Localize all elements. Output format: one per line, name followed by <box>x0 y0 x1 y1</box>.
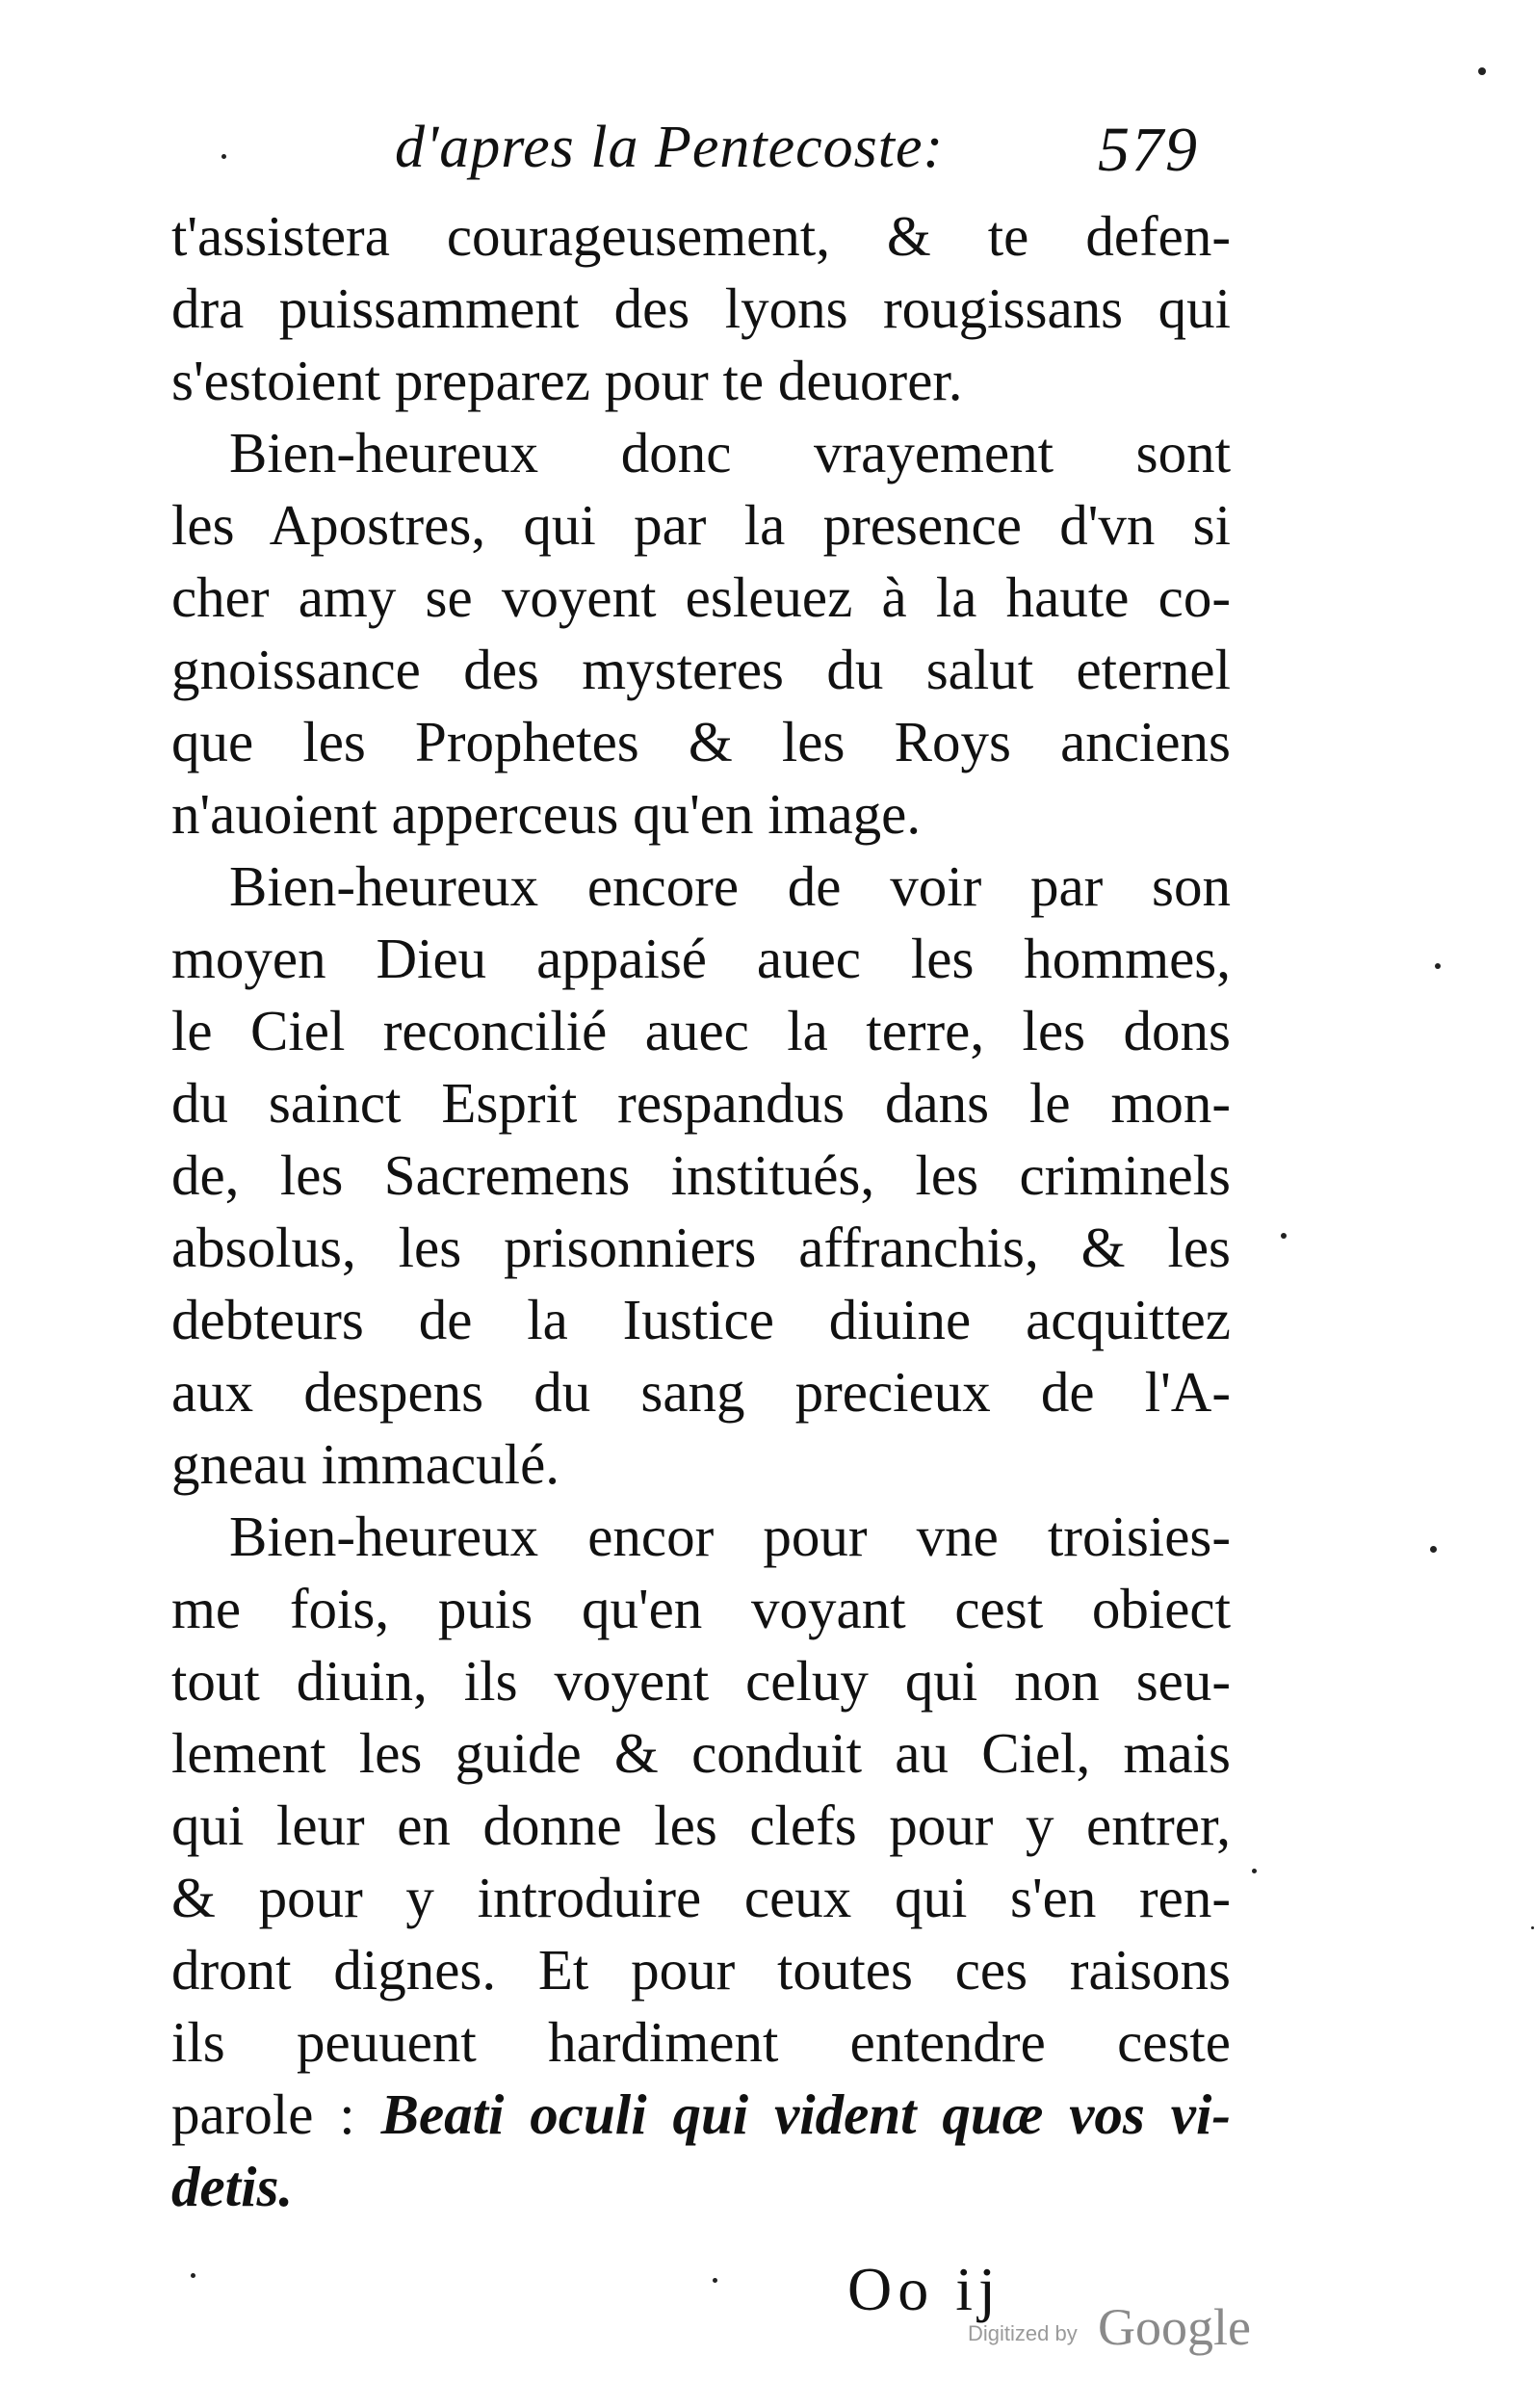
text-line: le Ciel reconcilié auec la terre, les dons <box>171 999 1231 1062</box>
digitized-by-label: Digitized by <box>968 2321 1078 2345</box>
text-line: gneau immaculé. <box>171 1432 560 1496</box>
text-line: lement les guide & conduit au Ciel, mais <box>171 1721 1231 1785</box>
text-line: dront dignes. Et pour toutes ces raisons <box>171 1938 1231 2002</box>
scan-speck <box>1430 1546 1437 1553</box>
text-line: de, les Sacremens institués, les criminels <box>171 1143 1231 1207</box>
text-line-with-quote <box>171 2079 1231 2151</box>
scan-speck <box>1478 67 1486 75</box>
text-line: cher amy se voyent esleuez à la haute co- <box>171 565 1231 629</box>
text-line: t'assistera courageusement, & te defen- <box>171 204 1231 268</box>
scan-speck <box>713 2278 717 2283</box>
paragraph-start: Bien-heureux donc vrayement sont <box>229 421 1231 484</box>
text-line: absolus, les prisonniers affranchis, & les <box>171 1216 1231 1279</box>
text-line: qui leur en donne les clefs pour y entrer, <box>171 1793 1231 1857</box>
page-number: 579 <box>1098 115 1199 185</box>
running-title: d'apres la Pentecoste: <box>395 115 945 180</box>
latin-quote: Beati oculi qui vident quæ vos vi- <box>380 2082 1231 2146</box>
scan-speck <box>1531 1926 1534 1929</box>
signature-mark: Oo ij <box>847 2255 1002 2323</box>
text-line: que les Prophetes & les Roys anciens <box>171 710 1231 773</box>
body-text <box>171 200 1231 2223</box>
text-line: du sainct Esprit respandus dans le mon- <box>171 1071 1231 1135</box>
paragraph-start: Bien-heureux encore de voir par son <box>229 854 1231 918</box>
quote-lead: parole : <box>171 2082 355 2146</box>
scan-speck <box>221 154 226 159</box>
text-line: moyen Dieu appaisé auec les hommes, <box>171 927 1231 990</box>
text-line: n'auoient apperceus qu'en image. <box>171 782 922 846</box>
text-line: s'estoient preparez pour te deuorer. <box>171 349 963 412</box>
text-line <box>171 2151 1231 2223</box>
scan-speck <box>1252 1869 1257 1873</box>
text-line: debteurs de la Iustice diuine acquittez <box>171 1288 1231 1351</box>
text-line: & pour y introduire ceux qui s'en ren- <box>171 1866 1231 1929</box>
scan-speck <box>1435 963 1441 969</box>
paragraph-start: Bien-heureux encor pour vne troisies- <box>229 1505 1231 1568</box>
scan-speck <box>1281 1233 1287 1239</box>
text-line: ils peuuent hardiment entendre ceste <box>171 2010 1231 2074</box>
text-line: aux despens du sang precieux de l'A- <box>171 1360 1231 1424</box>
google-watermark: Google <box>1098 2298 1251 2356</box>
text-line: me fois, puis qu'en voyant cest obiect <box>171 1577 1231 1640</box>
text-line: les Apostres, qui par la presence d'vn si <box>171 493 1231 557</box>
text-line: gnoissance des mysteres du salut eternel <box>171 638 1231 701</box>
latin-quote-end: detis. <box>171 2155 294 2218</box>
scan-speck <box>191 2273 195 2278</box>
text-line: tout diuin, ils voyent celuy qui non seu- <box>171 1649 1231 1713</box>
text-line: dra puissamment des lyons rougissans qui <box>171 276 1231 340</box>
